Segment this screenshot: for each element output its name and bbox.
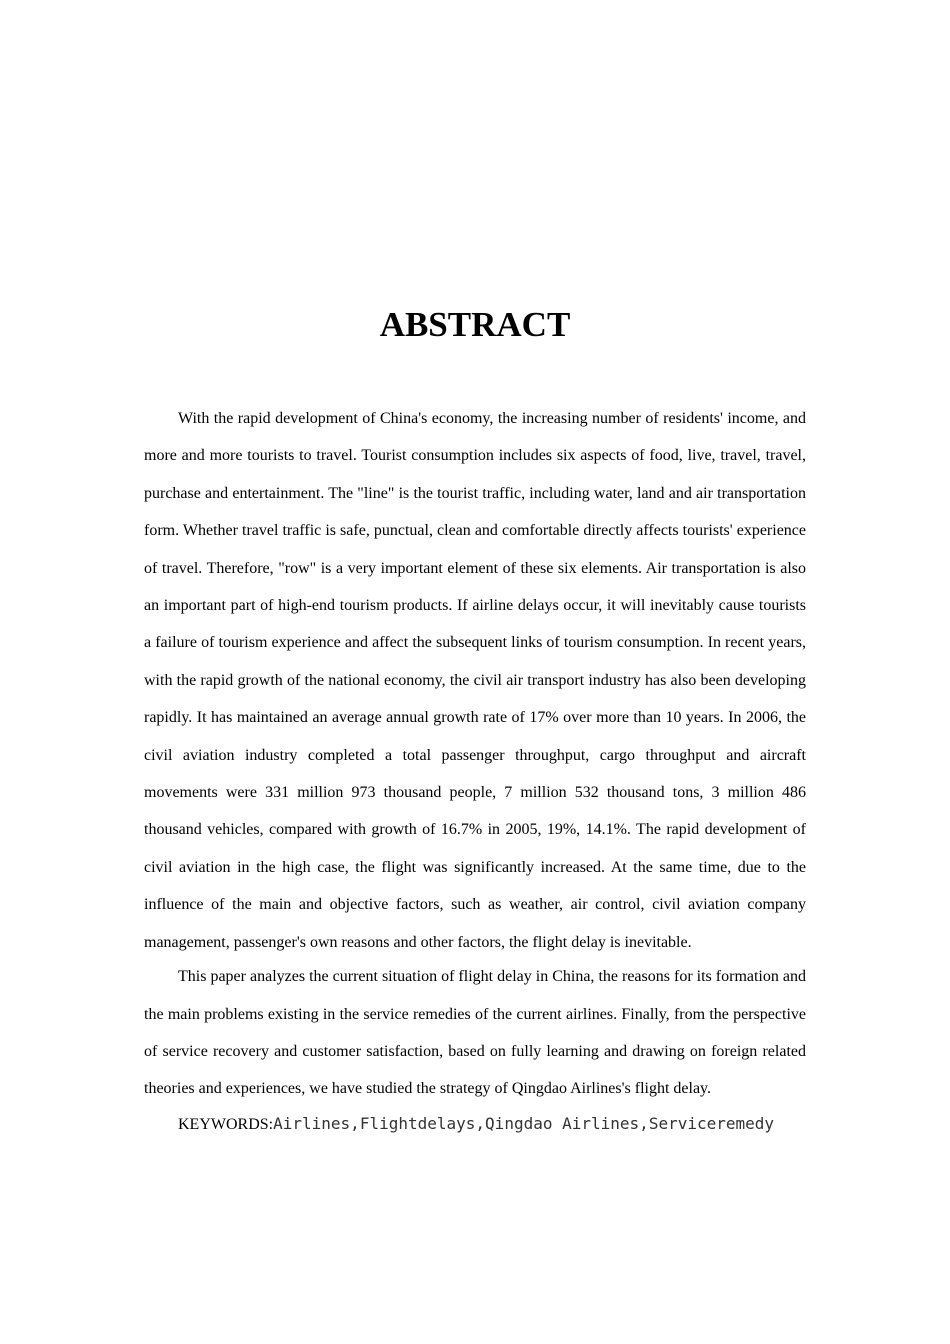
keyword-item: Flightdelays <box>359 1113 476 1133</box>
keyword-item: Qingdao Airlines <box>485 1113 640 1133</box>
keyword-item: Airlines <box>273 1113 351 1133</box>
abstract-body <box>144 400 806 1143</box>
abstract-paragraph-1: With the rapid development of China's economy, the increasing number of residents' income, and more and more tourists to travel. Tourist consumption includes six aspects of food, live, travel, travel, purchase and entertainment. The "line" is the tourist traffic, including water, land and air transportation form. Whether travel traffic is safe, punctual, clean and comfortable directly affects tourists' experience of travel. Therefore, "row" is a very important element of these six elements. Air transportation is also an important part of high-end tourism products. If airline delays occur, it will inevitably cause tourists a failure of tourism experience and affect the subsequent links of tourism consumption. In recent years, with the rapid growth of the national economy, the civil air transport industry has also been developing rapidly. It has maintained an average annual growth rate of 17% over more than 10 years. In 2006, the civil aviation industry completed a total passenger throughput, cargo throughput and aircraft movements were 331 million 973 thousand people, 7 million 532 thousand tons, 3 million 486 thousand vehicles, compared with growth of 16.7% in 2005, 19%, 14.1%. The rapid development of civil aviation in the high case, the flight was significantly increased. At the same time, due to the influence of the main and objective factors, such as weather, air control, civil aviation company management, passenger's own reasons and other factors, the flight delay is inevitable. <box>144 410 806 951</box>
keyword-separator: , <box>639 1113 649 1133</box>
keyword-item: Serviceremedy <box>648 1113 775 1133</box>
keywords-label: KEYWORDS: <box>178 1115 274 1133</box>
abstract-paragraph-2: This paper analyzes the current situation of flight delay in China, the reasons for its formation and the main problems existing in the service remedies of the current airlines. Finally, from the perspective of service recovery and customer satisfaction, based on fully learning and drawing on foreign related theories and experiences, we have studied the strategy of Qingdao Airlines's flight delay. <box>144 968 806 1098</box>
keywords-line <box>144 1105 806 1143</box>
keyword-separator: , <box>350 1113 360 1133</box>
keyword-separator: , <box>475 1113 486 1133</box>
abstract-title: ABSTRACT <box>379 305 571 344</box>
